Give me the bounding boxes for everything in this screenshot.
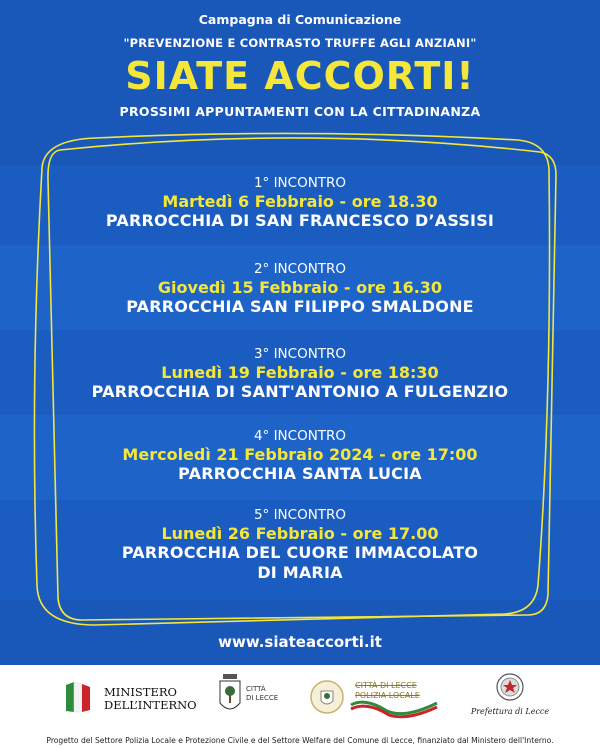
citta-line2: DI LECCE (246, 694, 279, 702)
page-title: SIATE ACCORTI! (125, 54, 475, 98)
event-place: PARROCCHIA SAN FILIPPO SMALDONE (126, 297, 474, 316)
event-place: PARROCCHIA DI SANT'ANTONIO A FULGENZIO (91, 382, 509, 401)
polizia-locale-logo (305, 675, 455, 723)
event-date: Lunedì 19 Febbraio - ore 18:30 (161, 363, 439, 382)
website-link[interactable]: www.siateaccorti.it (218, 633, 382, 651)
prefettura-label: Prefettura di Lecce (470, 707, 550, 716)
event-number: 4° INCONTRO (253, 428, 347, 444)
polizia-line2: POLIZIA LOCALE (355, 691, 420, 700)
citta-line1: CITTÀ (246, 685, 266, 693)
event-place: PARROCCHIA SANTA LUCIA (178, 464, 422, 483)
event-number: 1° INCONTRO (253, 175, 347, 191)
tagline: PROSSIMI APPUNTAMENTI CON LA CITTADINANZA (119, 104, 481, 119)
campaign-subtitle: "PREVENZIONE E CONTRASTO TRUFFE AGLI ANZIANI" (123, 36, 477, 50)
citta-lecce-logo (218, 673, 279, 721)
event-date: Martedì 6 Febbraio - ore 18.30 (162, 192, 438, 211)
event-place: PARROCCHIA DEL CUORE IMMACOLATO (121, 543, 479, 562)
event-place: PARROCCHIA DI SAN FRANCESCO D’ASSISI (105, 211, 495, 230)
event-place: DI MARIA (257, 563, 343, 582)
event-4 (0, 428, 600, 484)
lecce-crest-icon (218, 673, 242, 717)
event-number: 3° INCONTRO (253, 346, 347, 362)
event-date: Mercoledì 21 Febbraio 2024 - ore 17:00 (122, 445, 478, 464)
ministero-logo (60, 679, 197, 719)
event-1 (0, 175, 600, 231)
ministero-line2: DELL’INTERNO (104, 698, 197, 712)
event-date: Giovedì 15 Febbraio - ore 16.30 (157, 278, 443, 297)
campaign-label: Campagna di Comunicazione (198, 12, 402, 27)
footer-text: Progetto del Settore Polizia Locale e Protezione Civile e del Settore Welfare del Comune di Lecce, finanziato dal Ministero dell'Interno. (46, 736, 554, 745)
prefettura-logo (470, 671, 550, 716)
event-date: Lunedì 26 Febbraio - ore 17.00 (161, 524, 439, 543)
event-number: 2° INCONTRO (253, 261, 347, 277)
polizia-line1: CITTÀ DI LECCE (355, 681, 417, 690)
event-5 (0, 507, 600, 583)
event-number: 5° INCONTRO (253, 507, 347, 523)
ministero-line1: MINISTERO (104, 685, 177, 699)
italian-emblem-icon (470, 671, 550, 705)
italian-flag-icon (60, 679, 96, 715)
event-2 (0, 261, 600, 317)
event-3 (0, 346, 600, 402)
